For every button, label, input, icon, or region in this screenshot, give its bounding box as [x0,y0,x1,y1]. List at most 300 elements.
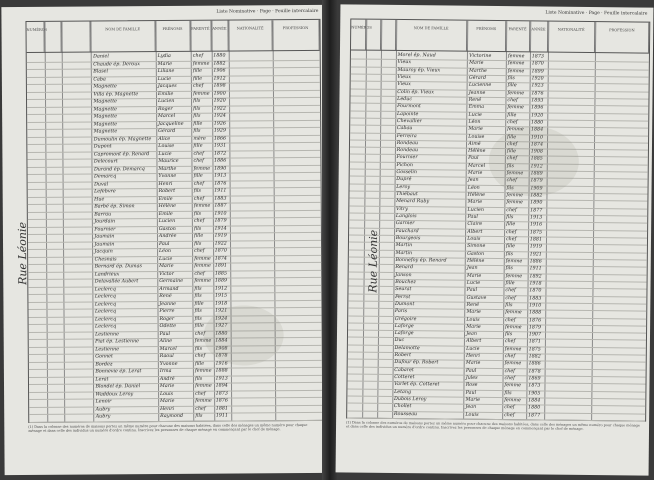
cell-annee: 1912 [214,286,228,292]
cell-nom: Mauroy ép. Vieux [397,67,441,74]
cell-parente: fils [194,316,202,322]
cell-annee: 1886 [528,361,541,367]
cell-nom: Jaumain [94,242,115,248]
cell-annee: 1912 [530,164,543,170]
cell-prenom: Hélène [468,148,486,155]
cell-prenom: Lucien [467,207,484,213]
cell-parente: fille [505,244,516,250]
cell-parente: fille [194,361,205,367]
cell-prenom: Marthe [158,166,177,172]
cell-annee: 1916 [529,222,543,228]
cell-parente: femme [506,171,524,177]
cell-annee: 1918 [529,281,542,287]
cell-nom: Chollet [393,404,412,410]
cell-annee: 1866 [213,136,227,142]
cell-prenom: Marie [157,61,173,67]
cell-parente: chef [195,391,206,397]
cell-prenom: Aline [159,339,173,345]
table-row [28,262,321,265]
cell-prenom: Marie [159,384,175,390]
cell-nom: Seurat [395,287,412,293]
cell-nom: Magnette [93,129,118,135]
cell-parente: chef [504,354,516,360]
cell-prenom: Lucien [157,98,175,105]
cell-prenom: Marcel [158,113,176,120]
cell-nom: Magnette [93,106,118,113]
cell-annee: 1923 [531,83,544,89]
cell-annee: 1909 [530,186,543,192]
cell-nom: Langlois [395,213,417,220]
cell-nom: Thiébaut [396,192,418,198]
cell-nom: Dumoulin ép. Magnette [93,136,152,143]
cell-parente: fils [193,106,201,112]
cell-nom: Grégoire [394,316,417,322]
table-row [29,405,322,408]
cell-nom: Chevallier [396,118,422,125]
cell-prenom: Liliane [157,68,175,75]
cell-prenom: Hélène [467,192,486,198]
cell-parente: chef [195,406,206,412]
cell-annee: 1916 [215,361,228,367]
cell-nom: Lestienne [95,332,119,338]
cell-annee: 1878 [528,369,541,375]
column-header [381,20,396,50]
cell-parente: chef [505,237,517,243]
cell-prenom: Emile [158,211,173,217]
cell-parente: chef [192,83,204,89]
cell-parente: femme [193,203,211,209]
cell-parente: femme [504,361,522,367]
cell-nom: Jaumain [94,234,115,240]
cell-annee: 1888 [215,368,228,375]
column-header [62,22,92,52]
cell-parente: femme [194,369,212,375]
cell-annee: 1913 [530,215,543,221]
cell-parente: chef [505,288,516,294]
column-header: NATIONALITÉ [548,22,596,52]
cell-parente: femme [507,54,525,60]
right-page [336,4,654,475]
column-header: ANNÉE [530,21,548,51]
cell-annee: 1905 [528,391,541,397]
column-rule [377,20,382,418]
cell-parente: femme [505,324,522,331]
cell-prenom: Lucie [466,346,480,352]
cell-annee: 1877 [530,208,543,214]
cell-parente: femme [506,200,523,206]
cell-nom: Aubry [95,414,111,420]
cell-annee: 1879 [528,325,542,331]
column-header: NOM DE FAMILLE [91,21,156,51]
cell-annee: 1882 [213,61,226,67]
cell-nom: Rondeau [396,140,419,147]
cell-parente: fille [192,76,203,82]
cell-nom: Jourdain [94,219,116,225]
cell-parente: chef [507,98,518,104]
cell-annee: 1920 [531,76,544,82]
right-page-header: Liste Nominative · Page · Feuille intercalaire [545,10,648,17]
cell-prenom: Léon [468,119,481,125]
cell-nom: Magnette [93,121,118,128]
cell-nom: Lenoir [95,399,112,405]
cell-nom: Menard Ruby [396,199,430,205]
cell-nom: Leclercq [94,287,116,293]
cell-parente: fils [195,376,203,382]
cell-parente: chef [194,331,206,337]
cell-annee: 1879 [214,218,227,224]
cell-prenom: Lucien [158,219,176,225]
cell-nom: Vieux [397,60,412,66]
cell-nom: Garnier [395,221,415,227]
cell-nom: Hue [94,197,105,203]
cell-prenom: Jean [467,178,479,184]
cell-nom: Fournier [396,155,418,161]
cell-annee: 1912 [213,76,226,82]
cell-parente: chef [506,207,517,213]
cell-prenom: Lucie [159,256,173,262]
cell-parente: femme [193,166,211,172]
cell-nom: Dupré [396,177,412,183]
cell-parente: fils [506,185,514,191]
cell-parente: chef [507,120,518,126]
cell-nom: Martin [395,250,413,256]
cell-prenom: Germaine [159,279,184,285]
cell-prenom: Yvonne [159,361,178,367]
cell-parente: femme [195,399,212,405]
cell-prenom: Alice [158,136,171,142]
cell-prenom: Gustave [466,295,487,301]
cell-annee: 1884 [215,338,228,345]
cell-annee: 1876 [531,90,544,97]
cell-prenom: André [159,376,175,382]
cell-nom: Jacquin [94,249,113,255]
cell-nom: Demarcq [93,174,117,180]
cell-annee: 1920 [213,98,226,104]
cell-parente: fils [505,302,513,309]
cell-parente: fille [506,222,516,228]
cell-parente: chef [505,317,516,323]
right-footnote: (1) Dans la colonne des numéros de maisons portez un même numéro pour chacune des maisons habitées, dans celle des ménages un même numéro pour chaque ménage et dans celle des individus un numéro d'ordre continu. Inscrivez les personnes de chaque ménage en commençant par le chef de ménage. [346,420,640,431]
cell-annee: 1892 [529,273,542,280]
cell-nom: Pichon [396,162,414,168]
cell-parente: fils [195,414,203,420]
cell-prenom: Henri [465,353,480,359]
cell-prenom: Gaston [158,226,176,232]
cell-prenom: Marie [468,126,483,133]
left-register-table [25,19,323,423]
cell-annee: 1882 [528,354,541,360]
cell-nom: Ferreira [396,133,417,139]
cell-prenom: Jean [465,405,477,411]
cell-nom: Lapointe [396,111,419,117]
column-header: PRÉNOMS [467,21,506,51]
cell-parente: chef [506,178,517,184]
cell-annee: 1884 [530,127,544,133]
cell-parente: femme [194,263,211,270]
cell-parente: fils [506,215,514,221]
cell-prenom: Rose [465,383,478,389]
cell-prenom: Henri [160,406,175,413]
table-row [28,240,321,243]
cell-annee: 1874 [214,256,227,262]
column-header [44,22,62,52]
cell-annee: 1914 [214,226,227,232]
cell-parente: femme [507,90,525,96]
cell-parente: fille [507,83,517,89]
cell-nom: Janson [395,272,412,278]
cell-annee: 1869 [528,376,541,382]
cell-nom: Bouchez [395,279,416,286]
cell-annee: 1880 [215,331,228,337]
cell-parente: fille [193,121,203,127]
cell-nom: Bordez [95,362,113,368]
cell-prenom: Marcel [467,163,486,169]
cell-prenom: Lucie [158,151,172,157]
cell-annee: 1911 [215,414,229,420]
cell-nom: Leduc [397,96,413,103]
cell-parente: fils [504,390,512,396]
cell-prenom: Marie [467,200,483,206]
cell-parente: femme [507,105,524,111]
cell-nom: Dubois Leroy [393,396,427,403]
cell-prenom: Armand [159,286,179,292]
table-row [28,270,321,273]
cell-parente: fils [506,163,514,169]
cell-prenom: Jacqueline [158,121,184,127]
cell-prenom: Raoul [159,354,174,360]
cell-prenom: Louis [465,412,479,418]
cell-annee: 1875 [528,347,541,353]
left-paper-stain [203,305,283,366]
cell-parente: fille [194,324,204,330]
left-street-label: Rue Léonie [15,221,30,286]
cell-annee: 1921 [215,308,228,314]
cell-nom: Chaude ép. Deroux [93,61,141,67]
cell-prenom: Paul [158,241,170,247]
cell-parente: fille [507,112,517,118]
cell-nom: Martin [395,243,413,249]
cell-annee: 1931 [213,143,227,149]
cell-nom: Magnette [93,99,117,105]
cell-annee: 1884 [528,398,541,404]
cell-prenom: Hélène [466,258,485,264]
cell-parente: chef [504,405,515,411]
cell-annee: 1873 [528,383,541,389]
table-row [29,375,322,378]
cell-parente: chef [194,271,205,277]
cell-prenom: Paul [468,156,479,162]
cell-parente: femme [505,259,523,265]
cell-prenom: Aimé [468,141,481,147]
cell-annee: 1922 [213,106,226,112]
cell-parente: fils [194,286,202,292]
cell-annee: 1908 [215,346,228,352]
cell-annee: 1889 [530,171,543,177]
cell-nom: Magnette [93,114,118,120]
cell-annee: 1880 [213,53,226,59]
cell-parente: fils [505,251,514,257]
cell-prenom: Lydia [157,53,171,60]
cell-annee: 1929 [213,128,227,134]
cell-prenom: Roger [157,106,173,112]
cell-annee: 1886 [529,259,542,265]
cell-annee: 1878 [215,353,228,360]
cell-nom: Blasel [93,69,109,75]
cell-nom: Cabau [396,126,413,132]
cell-prenom: Albert [467,229,483,235]
cell-prenom: Paul [465,390,477,396]
cell-parente: chef [193,196,205,202]
cell-parente: chef [192,53,204,59]
cell-nom: Duc [394,338,405,344]
cell-nom: Villa ép. Magnette [93,91,139,98]
cell-parente: fils [193,113,201,119]
column-header: PROFESSION [595,22,649,53]
cell-nom: Caba [93,76,106,83]
table-row [29,390,322,393]
cell-parente: chef [504,368,515,374]
cell-parente: fille [194,233,204,240]
cell-prenom: Marie [466,324,481,330]
cell-nom: Rondeau [396,148,419,154]
cell-prenom: Marie [465,397,481,403]
cell-prenom: Paul [465,368,477,374]
cell-nom: Paris [394,309,408,315]
cell-parente: fils [505,266,513,272]
cell-parente: chef [506,229,517,235]
cell-parente: fils [193,128,201,134]
column-header: NOM DE FAMILLE [396,20,468,51]
cell-prenom: Louise [468,134,485,140]
cell-nom: Lefebvre [94,189,116,195]
cell-nom: Daniel [93,54,109,60]
cell-parente: chef [193,151,204,157]
column-header: PRÉNOMS [155,21,190,51]
cell-prenom: Irma [159,369,172,375]
cell-annee: 1876 [528,317,542,324]
cell-parente: femme [504,398,521,404]
cell-nom: Delamotte [394,345,420,352]
cell-annee: 1885 [530,156,543,162]
column-rule [362,20,367,418]
cell-parente: chef [504,376,515,382]
cell-nom: Fournier [94,227,116,233]
table-row [27,104,320,107]
left-page [1,5,326,475]
cell-annee: 1919 [529,244,542,250]
cell-annee: 1883 [214,196,227,202]
cell-prenom: Jacques [157,83,177,90]
cell-prenom: Raymond [160,414,184,420]
cell-parente: fille [193,143,203,149]
cell-annee: 1875 [529,230,543,236]
cell-annee: 1910 [530,134,544,141]
cell-annee: 1891 [214,263,227,269]
cell-nom: Cabaret [394,367,414,373]
cell-prenom: Lucienne [468,82,492,89]
cell-parente: femme [195,384,212,390]
table-row [28,307,321,310]
cell-nom: Delavallée Aubert [94,279,139,285]
cell-nom: Durand ép. Demarcq [93,166,145,173]
table-row [29,367,322,370]
cell-annee: 1874 [530,142,544,148]
cell-annee: 1896 [531,105,544,111]
cell-nom: Dufour ép. Robert [394,360,439,366]
cell-nom: Vieux [397,82,411,88]
cell-prenom: Marie [469,61,484,67]
cell-parente: fils [194,294,202,300]
cell-parente: femme [193,91,210,97]
cell-annee: 1877 [527,413,541,419]
column-rule [544,22,549,420]
cell-nom: Capromont ép. Renard [93,151,150,158]
cell-parente: femme [192,61,210,67]
cell-prenom: Gérard [468,75,487,81]
cell-annee: 1882 [530,193,543,199]
cell-parente: femme [194,278,211,285]
cell-prenom: Emma [468,104,485,111]
cell-annee: 1918 [215,301,228,307]
cell-annee: 1870 [531,61,544,67]
cell-prenom: Gaston [467,251,485,257]
cell-annee: 1920 [531,112,544,119]
column-header: NUMÉROS [351,19,366,49]
cell-nom: Chesnais [94,257,117,263]
cell-annee: 1907 [528,332,542,338]
cell-nom: Colin ép. Vieux [397,89,435,95]
cell-prenom: Marcel [159,346,177,352]
cell-annee: 1913 [215,376,228,382]
cell-annee: 1888 [529,310,542,316]
cell-parente: chef [193,181,205,187]
table-row [29,382,322,385]
cell-parente: femme [505,310,522,316]
cell-annee: 1871 [528,339,541,345]
cell-prenom: Marie [467,170,483,176]
cell-parente: fille [505,281,515,287]
cell-prenom: René [468,97,482,103]
cell-nom: Duval [94,182,109,188]
cell-annee: 1881 [529,237,543,243]
table-row [28,247,321,250]
cell-parente: femme [194,339,212,345]
cell-prenom: Jeanne [159,301,177,307]
cell-parente: chef [194,248,205,255]
cell-annee: 1908 [530,149,543,155]
cell-annee: 1922 [214,241,227,247]
cell-nom: Rousseau [393,411,418,417]
cell-prenom: Louise [158,144,175,150]
cell-prenom: Jules [465,375,478,381]
cell-annee: 1911 [529,266,542,272]
cell-annee: 1890 [214,166,227,172]
cell-nom: Morel ép. Naud [397,52,436,59]
cell-annee: 1879 [530,178,543,184]
cell-nom: Leclercq [94,302,117,308]
cell-prenom: Louis [159,391,174,397]
cell-prenom: Hélène [158,204,177,210]
cell-annee: 1919 [214,233,227,239]
cell-parente: fils [194,346,203,352]
cell-prenom: Jean [466,265,478,272]
cell-prenom: Louis [467,236,481,242]
cell-annee: 1883 [529,295,542,302]
cell-annee: 1910 [529,303,542,309]
cell-prenom: Lucie [466,280,481,286]
column-header: NUMÉROS [26,22,44,52]
cell-nom: Bonnevie ép. Lerat [95,369,142,375]
